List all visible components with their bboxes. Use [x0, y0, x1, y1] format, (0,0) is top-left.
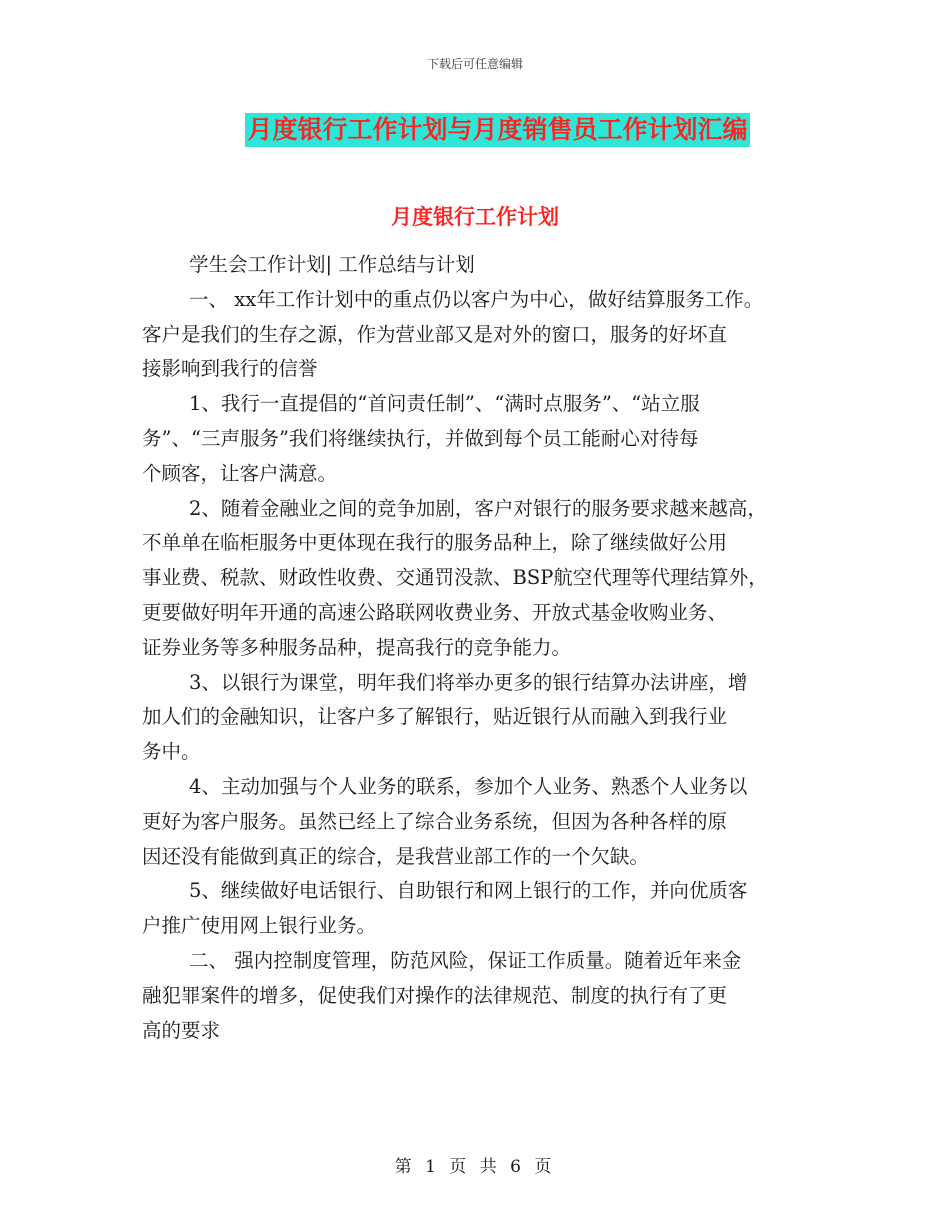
text-line: 5、继续做好电话银行、自助银行和网上银行的工作，并向优质客 — [189, 879, 748, 903]
text-line: 不单单在临柜服务中更体现在我行的服务品种上，除了继续做好公用 — [142, 531, 728, 555]
text-line: 4、主动加强与个人业务的联系，参加个人业务、熟悉个人业务以 — [189, 774, 748, 798]
text-line: 二、 强内控制度管理，防范风险，保证工作质量。随着近年来金 — [189, 948, 742, 972]
text-line: 学生会工作计划| 工作总结与计划 — [189, 253, 475, 276]
text-line: 事业费、税款、财政性收费、交通罚没款、BSP航空代理等代理结算外， — [142, 566, 768, 590]
text-line: 一、 xx年工作计划中的重点仍以客户为中心，做好结算服务工作。 — [189, 287, 764, 311]
text-line: 更好为客户服务。虽然已经上了综合业务系统，但因为各种各样的原 — [142, 809, 728, 833]
text-line: 务”、“三声服务”我们将继续执行，并做到每个员工能耐心对待每 — [142, 426, 699, 450]
text-line: 更要做好明年开通的高速公路联网收费业务、开放式基金收购业务、 — [142, 600, 728, 624]
text-line: 个顾客，让客户满意。 — [142, 461, 338, 485]
text-line: 高的要求 — [142, 1018, 221, 1042]
text-line: 3、以银行为课堂，明年我们将举办更多的银行结算办法讲座，增 — [189, 670, 748, 694]
header-note: 下载后可任意编辑 — [426, 57, 523, 71]
text-line: 1、我行一直提倡的“首问责任制”、“满时点服务”、“站立服 — [189, 392, 700, 416]
section-title: 月度银行工作计划 — [391, 205, 559, 229]
text-line: 接影响到我行的信誉 — [142, 357, 318, 381]
text-line: 客户是我们的生存之源，作为营业部又是对外的窗口，服务的好坏直 — [142, 322, 728, 346]
main-title-text: 月度银行工作计划与月度销售员工作计划汇编 — [245, 113, 749, 147]
page-footer: 第 1 页 共 6 页 — [394, 1157, 556, 1177]
text-line: 融犯罪案件的增多，促使我们对操作的法律规范、制度的执行有了更 — [142, 983, 728, 1007]
text-line: 证券业务等多种服务品种，提高我行的竞争能力。 — [142, 635, 572, 659]
body-text — [142, 248, 822, 1048]
text-line: 户推广使用网上银行业务。 — [142, 914, 377, 938]
text-line: 因还没有能做到真正的综合，是我营业部工作的一个欠缺。 — [142, 844, 650, 868]
text-line: 2、随着金融业之间的竞争加剧，客户对银行的服务要求越来越高， — [189, 496, 767, 520]
main-title — [0, 113, 950, 150]
text-line: 加人们的金融知识，让客户多了解银行，贴近银行从而融入到我行业 — [142, 705, 728, 729]
text-line: 务中。 — [142, 740, 201, 764]
